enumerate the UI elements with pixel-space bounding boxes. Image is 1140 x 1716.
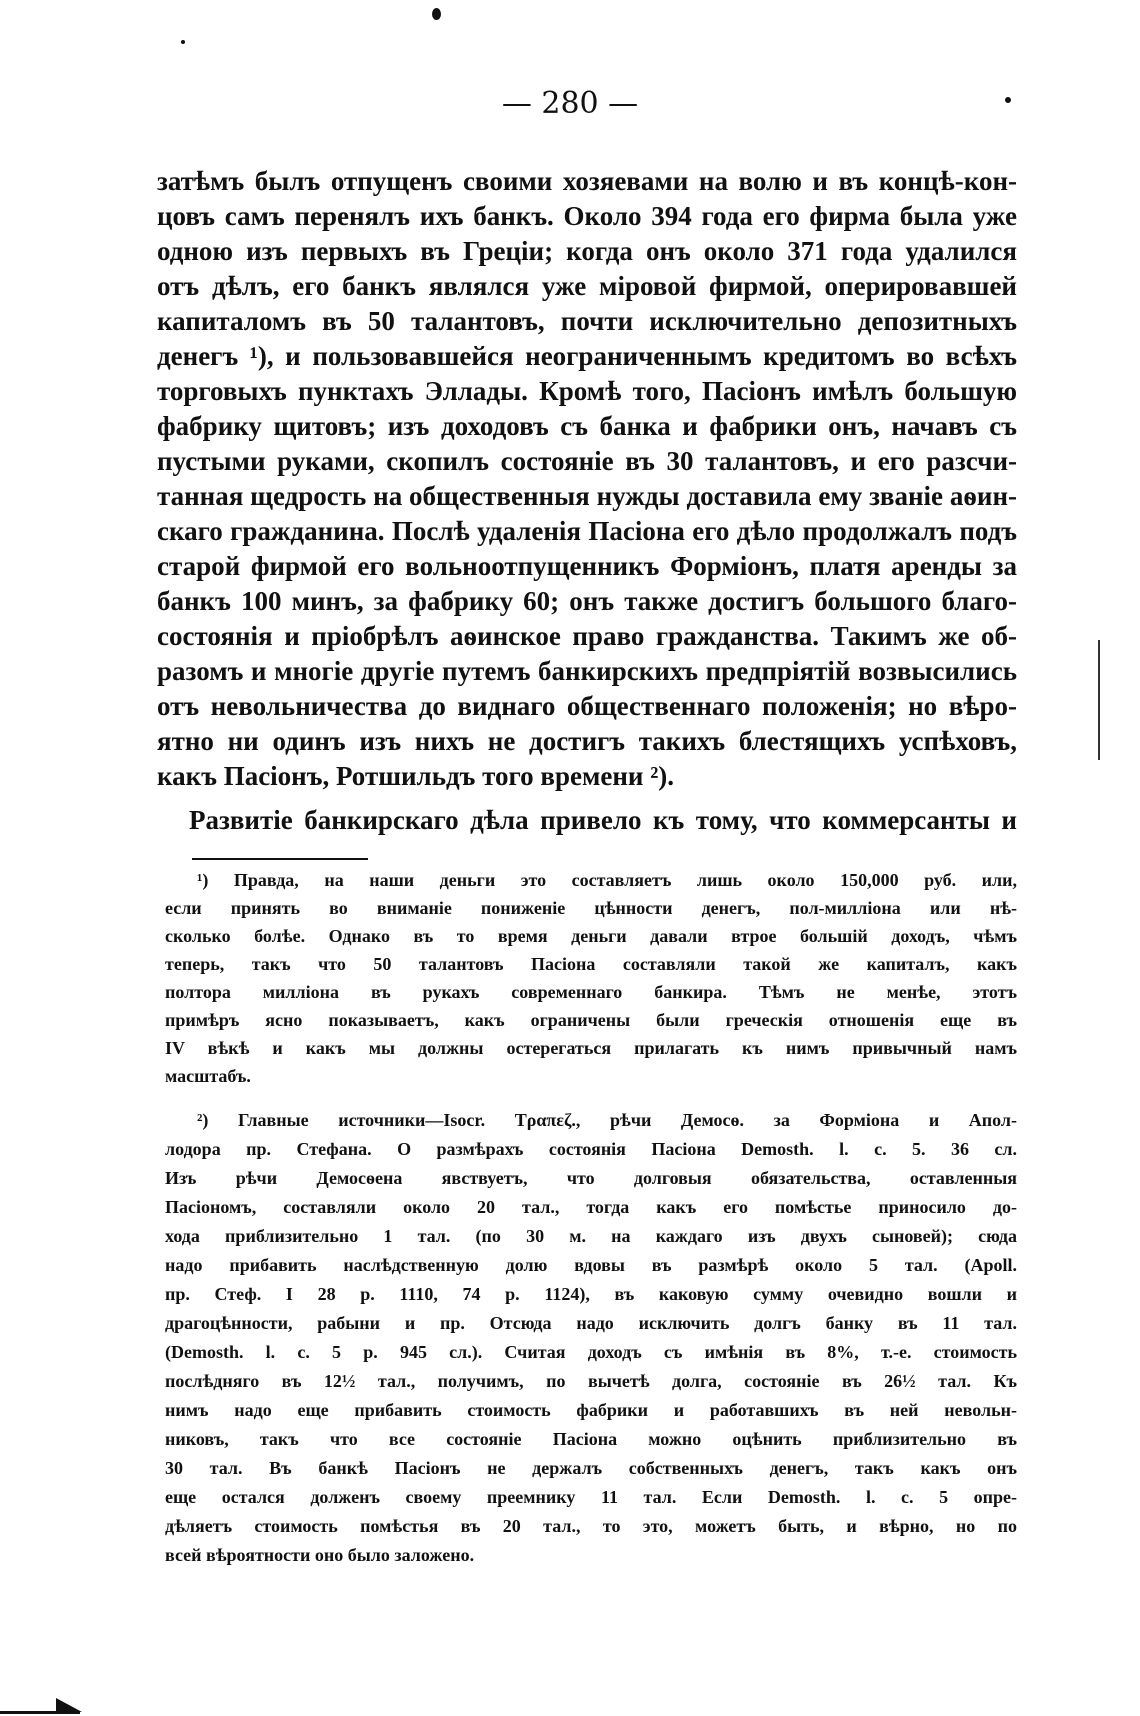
footnote-2-line-1: ²) Главные источники—Isocr. Τραπεζ., рѣчи Демосѳ. за Форміона и Апол-: [197, 1110, 1017, 1130]
main-line-5: капиталомъ въ 50 талантовъ, почти исключительно депозитныхъ: [157, 306, 1017, 336]
main-line-6: денегъ ¹), и пользовавшейся неограниченнымъ кредитомъ во всѣхъ: [157, 341, 1017, 371]
main-line-4: отъ дѣлъ, его банкъ являлся уже міровой фирмой, оперировавшей: [157, 271, 1017, 301]
footnote-2-line-8: драгоцѣнности, рабыни и пр. Отсюда надо исключить долгъ банку въ 11 тал.: [165, 1313, 1017, 1333]
footnote-2-line-2: лодора пр. Стефана. О размѣрахъ состоянія Пасіона Demosth. l. c. 5. 36 сл.: [165, 1139, 1017, 1159]
main-line-9: пустыми руками, скопилъ состояніе въ 30 талантовъ, и его разсчи-: [157, 446, 1017, 476]
page-number: — 280 —: [501, 86, 639, 121]
footnote-2-line-3: Изъ рѣчи Демосѳена явствуетъ, что долговыя обязательства, оставленныя: [165, 1168, 1017, 1188]
footnote-1-line-4: теперь, такъ что 50 талантовъ Пасіона составляли такой же капиталъ, какъ: [165, 954, 1017, 974]
footnote-1-line-2: если принять во вниманіе пониженіе цѣнности денегъ, пол-милліона или нѣ-: [165, 898, 1017, 918]
main-line-15: разомъ и многіе другіе путемъ банкирскихъ предпріятій возвысились: [157, 656, 1017, 686]
footnote-1-line-3: сколько болѣе. Однако въ то время деньги давали втрое большій доходъ, чѣмъ: [165, 926, 1017, 946]
footnote-2-line-4: Пасіономъ, составляли около 20 тал., тогда какъ его помѣстье приносило до-: [165, 1197, 1017, 1217]
footnote-2-line-14: еще остался долженъ своему преемнику 11 тал. Если Demosth. l. c. 5 опре-: [165, 1487, 1017, 1507]
main-line-8: фабрику щитовъ; изъ доходовъ съ банка и фабрики онъ, начавъ съ: [157, 411, 1017, 441]
footnote-2-line-7: пр. Стеф. I 28 p. 1110, 74 p. 1124), въ каковую сумму очевидно вошли и: [165, 1284, 1017, 1304]
main-line-3: одною изъ первыхъ въ Греціи; когда онъ около 371 года удалился: [157, 236, 1017, 266]
main-line-10: танная щедрость на общественныя нужды доставила ему званіе аѳин-: [157, 481, 1017, 511]
main-line-12: старой фирмой его вольноотпущенникъ Форміонъ, платя аренды за: [157, 551, 1017, 581]
scan-speck-top: [432, 8, 441, 20]
scan-edge-line: [1098, 640, 1100, 760]
main-line-18: какъ Пасіонъ, Ротшильдъ того времени ²).: [157, 761, 675, 791]
main-line-16: отъ невольничества до виднаго общественнаго положенія; но вѣро-: [157, 691, 1017, 721]
footnote-2-line-5: хода приблизительно 1 тал. (по 30 м. на каждаго изъ двухъ сыновей); сюда: [165, 1226, 1017, 1246]
main-line-7: торговыхъ пунктахъ Эллады. Кромѣ того, Пасіонъ имѣлъ большую: [157, 376, 1017, 406]
footnote-separator: [192, 858, 368, 860]
footnote-1-line-8: масштабъ.: [165, 1066, 251, 1086]
main-line-2: цовъ самъ перенялъ ихъ банкъ. Около 394 года его фирма была уже: [157, 201, 1017, 231]
footnote-2-line-9: (Demosth. l. c. 5 p. 945 сл.). Считая доходъ съ имѣнія въ 8%, т.-е. стоимость: [165, 1342, 1017, 1362]
main-line-17: ятно ни одинъ изъ нихъ не достигъ такихъ блестящихъ успѣховъ,: [157, 726, 1017, 756]
footnote-1-line-5: полтора милліона въ рукахъ современнаго банкира. Тѣмъ не менѣе, этотъ: [165, 982, 1017, 1002]
corner-arrow-icon: [0, 1694, 90, 1716]
footnote-1-line-7: IV вѣкѣ и какъ мы должны остерегаться прилагать къ нимъ привычный намъ: [165, 1038, 1017, 1058]
footnote-2-line-16: всей вѣроятности оно было заложено.: [165, 1545, 475, 1565]
footnote-2-line-11: нимъ надо еще прибавить стоимость фабрики и работавшихъ въ ней невольн-: [165, 1400, 1017, 1420]
main-line-19: Развитіе банкирскаго дѣла привело къ тому, что коммерсанты и: [189, 805, 1017, 835]
footnote-1-line-1: ¹) Правда, на наши деньги это составляетъ лишь около 150,000 руб. или,: [197, 870, 1017, 890]
footnote-2-line-10: послѣдняго въ 12½ тал., получимъ, по вычетѣ долга, состояніе въ 26½ тал. Къ: [165, 1371, 1017, 1391]
main-line-1: затѣмъ былъ отпущенъ своими хозяевами на волю и въ концѣ-кон-: [157, 166, 1017, 196]
footnote-1-line-6: примѣръ ясно показываетъ, какъ ограничены были греческія отношенія еще въ: [165, 1010, 1017, 1030]
scan-speck-left: [181, 40, 185, 44]
footnote-2-line-6: надо прибавить наслѣдственную долю вдовы въ размѣрѣ около 5 тал. (Apoll.: [165, 1255, 1017, 1275]
main-line-14: состоянія и пріобрѣлъ аѳинское право гражданства. Такимъ же об-: [157, 621, 1017, 651]
footnote-2-line-12: никовъ, такъ что все состояніе Пасіона можно оцѣнить приблизительно въ: [165, 1429, 1017, 1449]
footnote-2-line-15: дѣляетъ стоимость помѣстья въ 20 тал., то это, можетъ быть, и вѣрно, но по: [165, 1516, 1017, 1536]
footnote-2-line-13: 30 тал. Въ банкѣ Пасіонъ не держалъ собственныхъ денегъ, такъ какъ онъ: [165, 1458, 1017, 1478]
main-line-11: скаго гражданина. Послѣ удаленія Пасіона его дѣло продолжалъ подъ: [157, 516, 1017, 546]
main-line-13: банкъ 100 минъ, за фабрику 60; онъ также достигъ большого благо-: [157, 586, 1017, 616]
